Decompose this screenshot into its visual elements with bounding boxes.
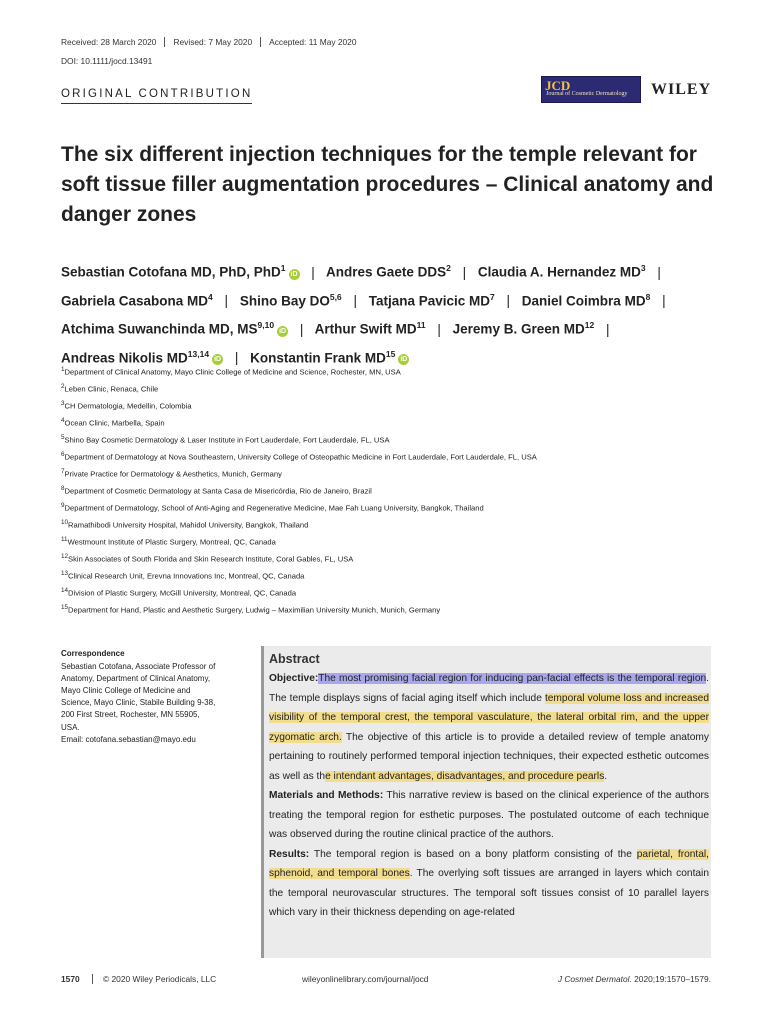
correspondence-line: Anatomy, Department of Clinical Anatomy, [61,674,211,684]
author-separator: | [462,264,467,280]
affiliation-text: Department of Cosmetic Dermatology at Santa Casa de Misericórdia, Rio de Janeiro, Brazil [64,486,372,496]
journal-url[interactable]: wileyonlinelibrary.com/journal/jocd [302,974,429,984]
highlight-yellow[interactable]: temporal volume loss and increased visibility of the temporal crest, the temporal vasculature, the lateral orbital rim, and the upper zygomatic arch. [269,692,709,743]
abstract-text: . [604,770,608,782]
author-name[interactable]: Atchima Suwanchinda MD, MS [61,321,258,337]
author-name[interactable]: Arthur Swift MD [314,321,417,337]
correspondence-line: Mayo Clinic College of Medicine and [61,686,191,696]
affiliation-text: Department of Dermatology, School of Anti-Aging and Regenerative Medicine, Mae Fah Luang University, Bangkok, Thailand [64,503,484,513]
affiliation-number: 1 [61,366,65,373]
correspondence-email[interactable]: Email: cotofana.sebastian@mayo.edu [61,734,196,744]
affiliation-item [61,500,721,517]
correspondence-line: USA. [61,722,80,732]
citation [558,974,711,984]
affiliation-text: Clinical Research Unit, Erevna Innovations Inc, Montreal, QC, Canada [68,571,305,581]
author-affil: 9,10 [257,320,275,330]
correspondence-line: Sebastian Cotofana, Associate Professor of [61,662,216,672]
author-affil: 5,6 [329,291,342,302]
affiliation-text: Shino Bay Cosmetic Dermatology & Laser Institute in Fort Lauderdale, Fort Lauderdale, FL, USA [64,435,390,445]
affiliation-text: Skin Associates of South Florida and Skin Research Institute, Coral Gables, FL, USA [68,554,354,564]
doi[interactable]: DOI: 10.1111/jocd.13491 [61,56,153,66]
affiliation-item [61,568,721,585]
correspondence-line: 200 First Street, Rochester, MN 55905, [61,710,200,720]
author-affil: 3 [640,263,646,273]
affiliation-item [61,466,721,483]
author-separator: | [311,264,315,280]
affiliation-text: Westmount Institute of Plastic Surgery, Montreal, QC, Canada [67,537,276,547]
abstract-text: . The temple displays signs of facial aging itself which include [269,673,709,704]
affiliation-text: Department for Hand, Plastic and Aesthetic Surgery, Ludwig – Maximilian University Munich, Munich, Germany [68,605,441,615]
author-affil: 2 [446,263,451,273]
author-name[interactable]: Konstantin Frank MD [250,350,386,365]
affiliation-item [61,585,721,602]
abstract-box [261,646,711,958]
author-name[interactable]: Andres Gaete DDS [326,264,447,280]
abstract-body [269,669,709,923]
abstract-text: . The overlying soft tissues are arranged in layers which contain the temporal neurovascular structures. The temporal soft tissues consist of 10 parallel layers which vary in their thickness depending on age-related [269,868,709,918]
affiliation-item [61,517,721,534]
affiliation-number: 13 [61,570,69,577]
affiliation-text: Department of Dermatology at Nova Southeastern, University College of Osteopathic Medicine in Fort Lauderdale, Fort Lauderdale, FL, USA [64,452,537,462]
section-label: ORIGINAL CONTRIBUTION [61,88,252,104]
author-separator: | [437,321,441,337]
affiliation-number: 15 [61,604,69,611]
affiliation-item [61,432,721,449]
affiliation-item [61,415,721,432]
results-label: Results: [269,848,310,860]
author-name[interactable]: Andreas Nikolis MD [61,350,188,365]
affiliation-item [61,551,721,568]
affiliation-item [61,483,721,500]
affiliation-number: 9 [61,502,65,509]
orcid-icon[interactable]: iD [279,327,287,335]
journal-logo-text: JCD [545,78,571,93]
objective-label: Objective: [269,673,319,684]
affiliation-text: CH Dermatologia, Medellin, Colombia [64,401,192,411]
publisher-logo: WILEY [651,81,712,98]
author-list [61,256,721,370]
orcid-icon[interactable]: iD [214,356,222,363]
abstract-text: The temporal region is based on a bony platform consisting of the [309,848,637,860]
affiliation-text: Leben Clinic, Renaca, Chile [64,384,159,394]
highlight-yellow[interactable]: parietal, frontal, sphenoid, and temporal bones [269,848,710,879]
accepted-date: Accepted: 11 May 2020 [260,37,364,47]
author-affil: 13,14 [187,348,210,359]
orcid-icon[interactable]: iD [400,356,408,363]
author-affil: 11 [416,320,426,330]
article-title: The six different injection techniques for the temple relevant for soft tissue filler augmentation procedures – Clinical anatomy and danger zones [61,143,714,226]
correspondence-line: Science, Mayo Clinic, Stabile Building 9-38, [61,698,216,708]
affiliation-number: 14 [61,587,69,594]
affiliation-item [61,398,721,415]
received-date: Received: 28 March 2020 [61,37,157,47]
author-affil: 8 [645,291,651,302]
author-name[interactable]: Gabriela Casabona MD [61,293,209,308]
affiliation-text: Ramathibodi University Hospital, Mahidol University, Bangkok, Thailand [68,520,309,530]
orcid-icon[interactable]: iD [290,270,298,278]
affiliation-item [61,364,721,381]
affiliation-number: 10 [61,519,69,526]
affiliation-text: Department of Clinical Anatomy, Mayo Clinic College of Medicine and Science, Rochester, MN, USA [64,367,401,377]
abstract-text: This narrative review is based on the clinical experience of the authors treating the temporal region for esthetic purposes. The postulated outcome of each technique was observed during the routine clinical practice of the authors. [269,790,709,840]
author-name[interactable]: Jeremy B. Green MD [452,321,585,337]
affiliation-list [61,364,721,619]
journal-abbrev: J Cosmet Dermatol. [557,974,632,984]
affiliation-number: 4 [61,417,65,424]
author-separator: | [299,321,304,337]
affiliation-number: 3 [61,400,65,407]
author-name[interactable]: Shino Bay DO [239,293,330,308]
correspondence-heading: Correspondence [61,649,125,658]
affiliation-item [61,534,721,551]
affiliation-item [61,381,721,398]
affiliation-text: Division of Plastic Surgery, McGill University, Montreal, QC, Canada [68,588,297,598]
author-separator: | [506,293,511,308]
author-separator: | [224,293,229,308]
journal-logo-subtext: Journal of Cosmetic Dermatology [546,91,628,97]
citation-details: 2020;19:1570–1579. [631,974,711,984]
highlight-purple[interactable]: The most promising facial region for inducing pan-facial effects is the temporal region [318,673,707,684]
affiliation-item [61,602,721,619]
author-name[interactable]: Tatjana Pavicic MD [368,293,491,308]
affiliation-number: 2 [61,383,65,390]
author-name[interactable]: Claudia A. Hernandez MD [477,264,641,280]
author-affil: 4 [208,291,213,302]
methods-label: Materials and Methods: [269,790,384,801]
affiliation-text: Ocean Clinic, Marbella, Spain [64,418,165,428]
author-separator: | [234,350,239,365]
article-dates [61,37,365,47]
author-affil: 7 [490,291,495,302]
affiliation-number: 6 [61,451,65,458]
author-affil: 1 [280,263,286,273]
highlight-yellow[interactable]: e intendant advantages, disadvantages, and procedure pearls [325,770,605,782]
author-name[interactable]: Daniel Coimbra MD [521,293,646,308]
abstract-text: The objective of this article is to provide a detailed review of temple anatomy pertaining to routinely performed temporal injection techniques, their expected esthetic outcomes as well as th [269,731,709,782]
abstract-heading: Abstract [269,652,320,666]
affiliation-text: Private Practice for Dermatology & Aesthetics, Munich, Germany [64,469,282,479]
affiliation-number: 8 [61,485,65,492]
affiliation-item [61,449,721,466]
affiliation-number: 12 [61,553,69,560]
author-separator: | [353,293,357,308]
author-affil: 15 [385,348,396,359]
affiliation-number: 5 [61,434,65,441]
affiliation-number: 7 [61,468,65,475]
author-affil: 12 [584,320,595,330]
correspondence [61,648,251,746]
copyright: © 2020 Wiley Periodicals, LLC [92,974,216,984]
author-name[interactable]: Sebastian Cotofana MD, PhD, PhD [61,264,281,280]
revised-date: Revised: 7 May 2020 [164,37,260,47]
affiliation-number: 11 [61,536,68,543]
page-number: 1570 [61,974,80,984]
journal-logo [541,76,641,103]
author-separator: | [662,293,666,308]
author-separator: | [657,264,661,280]
author-separator: | [605,321,610,337]
